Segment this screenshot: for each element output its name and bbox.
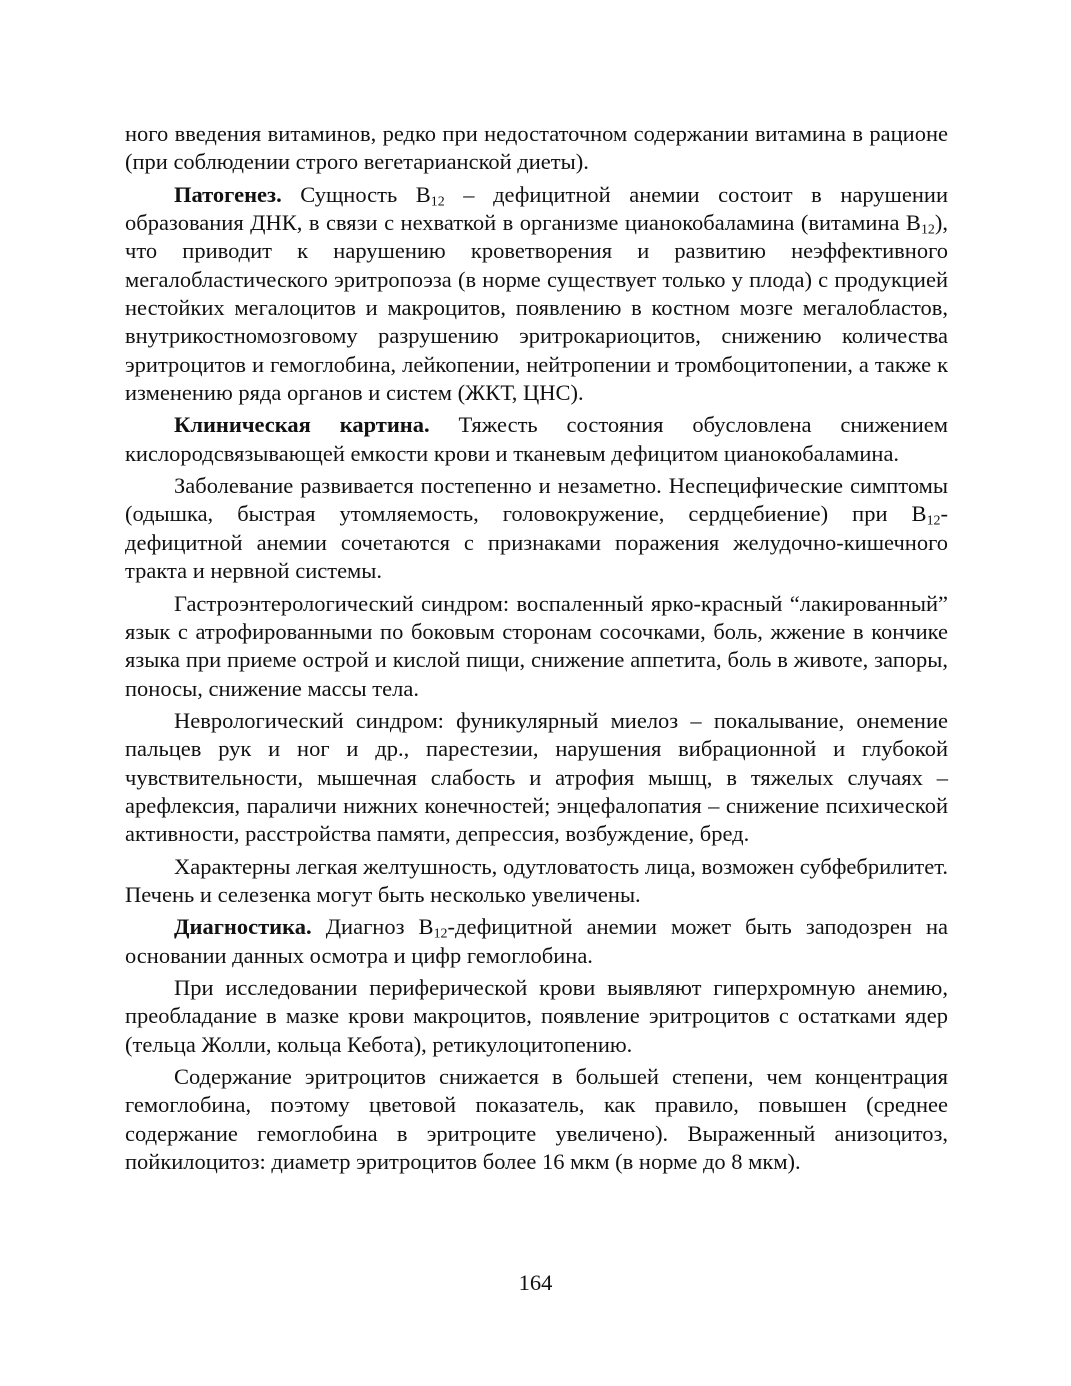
text-run: -дефицитной анемии может быть заподозрен на основании данных осмотра и цифр гемоглобина. bbox=[125, 914, 948, 968]
paragraph bbox=[125, 181, 948, 408]
subscript: 12 bbox=[433, 926, 448, 942]
text-run: Неврологический синдром: фуникулярный миелоз – покалывание, онемение пальцев рук и ног и др., парестезии, нарушения вибрационной и глубокой чувствительности, мышечная слабость и атрофия мышц, в тяжелых случаях – арефлексия, параличи нижних конечностей; энцефалопатия – снижение психической активности, расстройства памяти, депрессия, возбуждение, бред. bbox=[125, 707, 948, 847]
text-run: Характерны легкая желтушность, одутловатость лица, возможен субфебрилитет. Печень и селезенка могут быть несколько увеличены. bbox=[125, 853, 948, 907]
text-run: ного введения витаминов, редко при недостаточном содержании витамина в рационе (при соблюдении строго вегетарианской диеты). bbox=[125, 121, 948, 175]
text-run: -дефицитной анемии сочетаются с признаками поражения желудочно-кишечного тракта и нервной системы. bbox=[125, 501, 948, 584]
paragraph bbox=[125, 974, 948, 1059]
text-run: Содержание эритроцитов снижается в большей степени, чем концентрация гемоглобина, поэтому цветовой показатель, как правило, повышен (среднее содержание гемоглобина в эритроците увеличено). Выраженный анизоцитоз, пойкилоцитоз: диаметр эритроцитов более 16 мкм (в норме до 8 мкм). bbox=[125, 1064, 948, 1175]
paragraph bbox=[125, 590, 948, 703]
section-heading: Клиническая картина. bbox=[174, 412, 430, 438]
section-heading: Патогенез. bbox=[174, 181, 282, 207]
body-text bbox=[125, 120, 948, 1176]
paragraph bbox=[125, 1063, 948, 1176]
text-run: ), что приводит к нарушению кроветворения и развитию неэффективного мегалобластического эритропоэза (в норме существует только у плода) с продукцией нестойких мегалоцитов и макроцитов, появлению в костном мозге мегалобластов, внутрикостномозговому разрушению эритрокариоцитов, снижению количества эритроцитов и гемоглобина, лейкопении, нейтропении и тромбоцитопении, а также к изменению ряда органов и систем (ЖКТ, ЦНС). bbox=[125, 210, 948, 406]
text-run: Тяжесть состояния обусловлена снижением кислородсвязывающей емкости крови и тканевым дефицитом цианокобаламина. bbox=[125, 412, 948, 466]
text-run: – дефицитной анемии состоит в нарушении образования ДНК, в связи с нехваткой в организме цианокобаламина (витамина B bbox=[125, 181, 948, 236]
subscript: 12 bbox=[926, 513, 941, 529]
text-run: Заболевание развивается постепенно и незаметно. Неспецифические симптомы (одышка, быстрая утомляемость, головокружение, сердцебиение) при B bbox=[125, 473, 948, 527]
text-run: Сущность B bbox=[281, 181, 431, 207]
paragraph bbox=[125, 707, 948, 849]
text-run: При исследовании периферической крови выявляют гиперхромную анемию, преобладание в мазке крови макроцитов, появление эритроцитов с остатками ядер (тельца Жолли, кольца Кебота), ретикулоцитопению. bbox=[125, 974, 948, 1057]
text-run: Диагноз B bbox=[311, 914, 434, 940]
section-heading: Диагностика. bbox=[174, 914, 312, 940]
text-run: Гастроэнтерологический синдром: воспаленный ярко-красный “лакированный” язык с атрофированными по боковым сторонам сосочками, боль, жжение в кончике языка при приеме острой и кислой пищи, снижение аппетита, боль в животе, запоры, поносы, снижение массы тела. bbox=[125, 590, 948, 701]
paragraph bbox=[125, 120, 948, 177]
paragraph bbox=[125, 853, 948, 910]
paragraph bbox=[125, 913, 948, 970]
paragraph bbox=[125, 472, 948, 585]
page-number: 164 bbox=[518, 1270, 553, 1295]
paragraph bbox=[125, 411, 948, 468]
subscript: 12 bbox=[920, 222, 935, 238]
subscript: 12 bbox=[430, 194, 445, 210]
